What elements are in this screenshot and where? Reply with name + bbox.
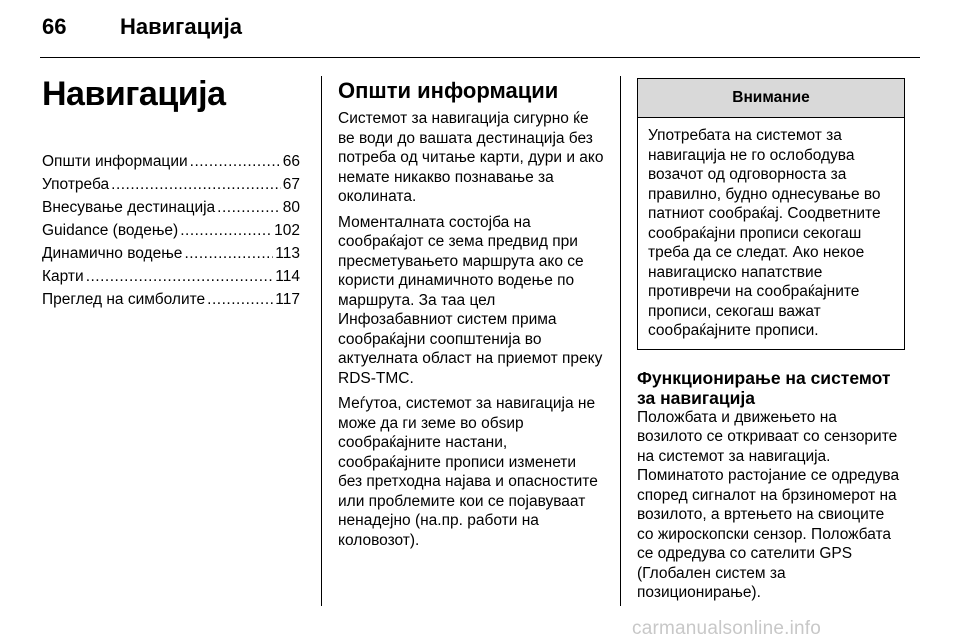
warning-box bbox=[637, 78, 905, 350]
right-column bbox=[637, 78, 905, 603]
column-divider bbox=[321, 76, 322, 606]
toc-item-label: Внесување дестинација bbox=[42, 199, 216, 216]
paragraph: Системот за навигација сигурно ќе ве води до вашата дестинација без потреба од читање карти, дури и ако немате никакво познавање за околината. bbox=[338, 110, 604, 205]
warning-title: Внимание bbox=[638, 79, 904, 118]
toc-item[interactable] bbox=[42, 265, 300, 288]
toc-item[interactable] bbox=[42, 219, 300, 242]
paragraph: Моменталната состојба на сообраќајот се зема предвид при пресметувањето маршрута ако се користи динамичното водење по маршрута. За таа цел Инфозабавниот систем прима сообраќајни соопштенија во актуелната област на приемот преку RDS-TMC. bbox=[338, 213, 603, 387]
general-info-column bbox=[338, 78, 604, 556]
toc-item-page: 80 bbox=[282, 199, 300, 216]
toc-item-page: 67 bbox=[282, 176, 300, 193]
toc-item[interactable] bbox=[42, 242, 300, 265]
toc-leader bbox=[180, 219, 272, 242]
toc-item-page: 113 bbox=[275, 245, 300, 262]
watermark: carmanualsonline.info bbox=[632, 618, 822, 639]
toc-item[interactable] bbox=[42, 288, 300, 311]
page-number: 66 bbox=[42, 14, 67, 39]
toc-item-page: 117 bbox=[275, 291, 300, 308]
toc-leader bbox=[207, 288, 273, 311]
header-section-title: Навигација bbox=[120, 14, 242, 39]
toc-item-label: Преглед на симболите bbox=[42, 291, 206, 308]
paragraph: Меѓутоа, системот за навигација не може да ги земе во обѕир сообраќајните настани, сообраќајните прописи изменети без претходна најава и опасностите или проблемите кои се појавуваат ненадејно (на.пр. работи на коловозот). bbox=[338, 395, 598, 549]
toc-leader bbox=[111, 173, 281, 196]
paragraph: Положбата и движењето на возилото се откриваат со сензорите на системот за навигација. Поминатото растојание се одредува според сигналот на брзиномерот на возилото, а вртењето на свиоците со жироскопски сензор. Положбата се одредува со сателити GPS (Глобален систем за позиционирање). bbox=[637, 408, 900, 601]
header-divider bbox=[40, 57, 920, 58]
section-heading: Функционирање на системот за навигација bbox=[637, 367, 891, 408]
toc-item-label: Guidance (водење) bbox=[42, 222, 179, 239]
toc-item[interactable] bbox=[42, 150, 300, 173]
toc-item-page: 102 bbox=[274, 222, 300, 239]
chapter-title: Навигација bbox=[42, 75, 226, 113]
toc-item-label: Динамично водење bbox=[42, 245, 183, 262]
toc-item-label: Карти bbox=[42, 268, 84, 285]
toc-leader bbox=[217, 196, 281, 219]
toc-leader bbox=[190, 150, 281, 173]
toc-item[interactable] bbox=[42, 173, 300, 196]
toc-item-page: 66 bbox=[282, 153, 300, 170]
section-heading: Општи информации bbox=[338, 78, 559, 103]
toc-list bbox=[42, 150, 300, 311]
toc-item-label: Општи информации bbox=[42, 153, 188, 170]
toc-item-page: 114 bbox=[275, 268, 300, 285]
toc-leader bbox=[184, 242, 273, 265]
toc-item-label: Употреба bbox=[42, 176, 110, 193]
toc-column bbox=[42, 74, 300, 311]
column-divider bbox=[620, 76, 621, 606]
toc-leader bbox=[86, 265, 274, 288]
toc-item[interactable] bbox=[42, 196, 300, 219]
warning-text: Употребата на системот за навигација не го ослободува возачот од одговорноста за правилно, будно однесување во патниот сообраќај. Соодветните сообраќајни прописи секогаш треба да се следат. Ако некое навигациско напатствие противречи на сообраќајните прописи, секогаш важат сообраќајните прописи. bbox=[648, 127, 881, 339]
